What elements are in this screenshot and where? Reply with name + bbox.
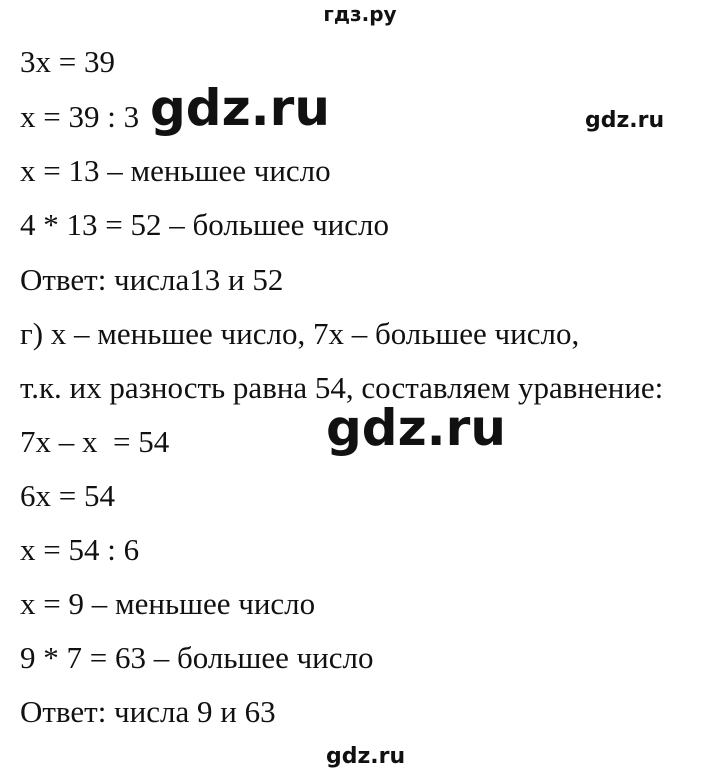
answer-line-1: Ответ: числа13 и 52 xyxy=(20,262,284,297)
watermark-logo-center: gdz.ru xyxy=(326,399,506,457)
text-line-1: г) x – меньшее число, 7x – большее число, xyxy=(20,316,580,351)
equation-line-3: x = 13 – меньшее число xyxy=(20,153,331,188)
answer-line-2: Ответ: числа 9 и 63 xyxy=(20,694,276,729)
equation-line-7: x = 54 : 6 xyxy=(20,532,140,567)
equation-line-4: 4 * 13 = 52 – большее число xyxy=(20,207,390,242)
text-line-2: т.к. их разность равна 54, составляем уравнение: xyxy=(20,370,664,405)
site-header: гдз.ру xyxy=(323,2,397,26)
watermark-logo-footer: gdz.ru xyxy=(326,744,406,769)
watermark-logo: gdz.ru xyxy=(150,79,330,137)
equation-line-2: x = 39 : 3 xyxy=(20,99,140,134)
equation-line-6: 6x = 54 xyxy=(20,478,115,513)
equation-line-5: 7x – x = 54 xyxy=(20,424,170,459)
equation-line-8: x = 9 – меньшее число xyxy=(20,586,316,621)
equation-line-9: 9 * 7 = 63 – большее число xyxy=(20,640,374,675)
watermark-logo-small: gdz.ru xyxy=(585,108,665,133)
equation-line-1: 3x = 39 xyxy=(20,44,115,79)
